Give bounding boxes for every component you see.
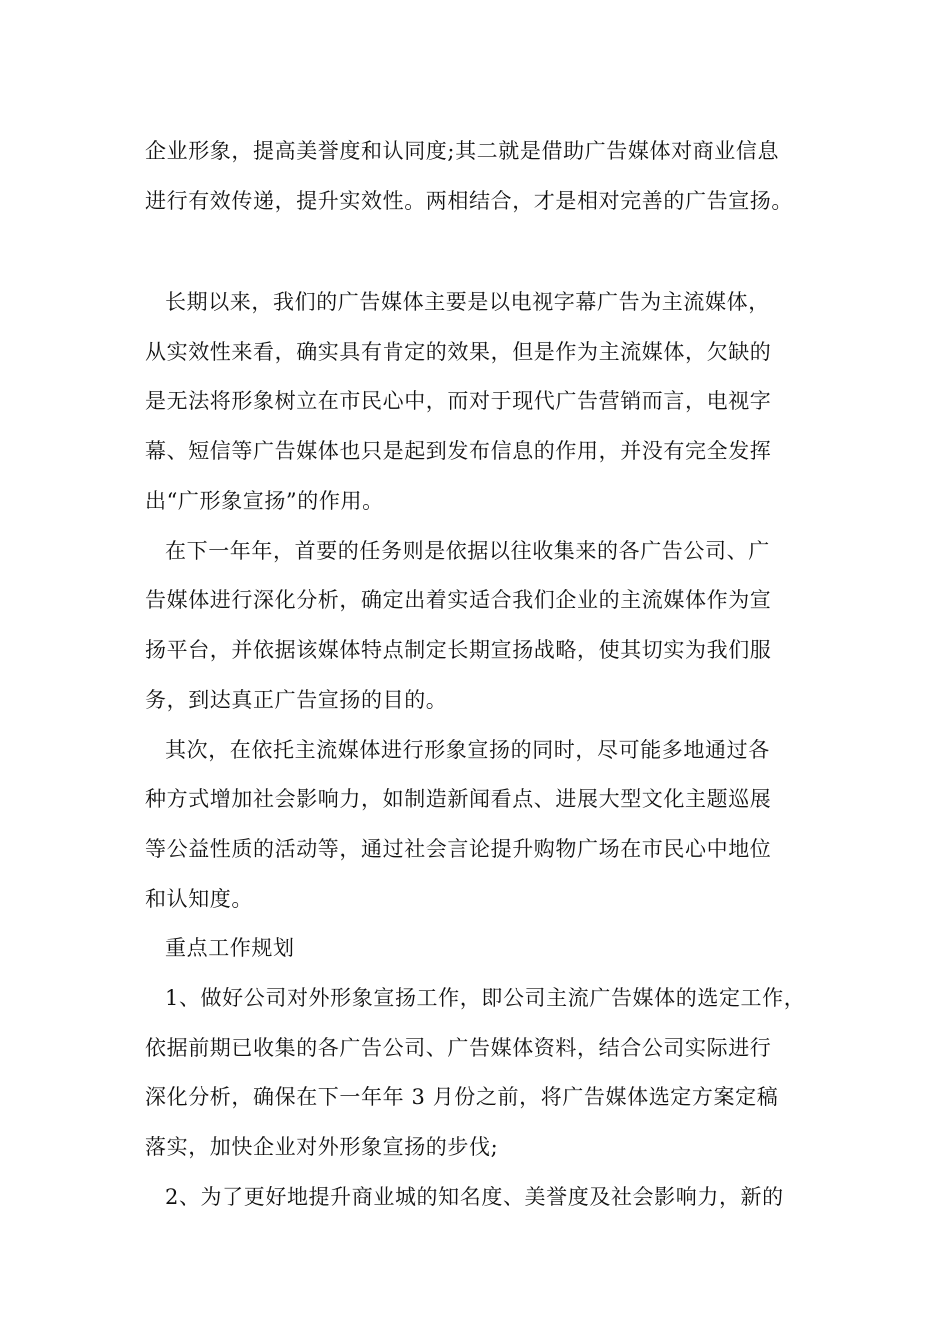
text-line: 是无法将形象树立在市民心中，而对于现代广告营销而言，电视字	[145, 389, 772, 413]
text-line: 种方式增加社会影响力，如制造新闻看点、进展大型文化主题巡展	[145, 787, 772, 811]
text-line: 深化分析，确保在下一年年 3 月份之前，将广告媒体选定方案定稿	[145, 1085, 779, 1109]
text-line: 其次，在依托主流媒体进行形象宣扬的同时，尽可能多地通过各	[165, 738, 770, 762]
text-line: 扬平台，并依据该媒体特点制定长期宣扬战略，使其切实为我们服	[145, 638, 772, 662]
text-line: 依据前期已收集的各广告公司、广告媒体资料，结合公司实际进行	[145, 1036, 772, 1060]
text-line: 和认知度。	[145, 887, 253, 911]
text-line: 等公益性质的活动等，通过社会言论提升购物广场在市民心中地位	[145, 837, 772, 861]
text-line: 进行有效传递，提升实效性。两相结合，才是相对完善的广告宣扬。	[145, 189, 793, 213]
text-line: 出“广形象宣扬”的作用。	[145, 489, 384, 513]
text-line: 告媒体进行深化分析，确定出着实适合我们企业的主流媒体作为宣	[145, 588, 772, 612]
text-line: 从实效性来看，确实具有肯定的效果，但是作为主流媒体，欠缺的	[145, 340, 772, 364]
text-line: 企业形象，提高美誉度和认同度;其二就是借助广告媒体对商业信息	[145, 139, 780, 163]
text-line: 落实，加快企业对外形象宣扬的步伐;	[145, 1135, 499, 1159]
text-line: 务，到达真正广告宣扬的目的。	[145, 688, 448, 712]
text-line: 长期以来，我们的广告媒体主要是以电视字幕广告为主流媒体，	[165, 290, 770, 314]
text-line: 2、为了更好地提升商业城的知名度、美誉度及社会影响力，新的	[165, 1185, 784, 1209]
text-line: 幕、短信等广告媒体也只是起到发布信息的作用，并没有完全发挥	[145, 439, 772, 463]
text-line: 1、做好公司对外形象宣扬工作，即公司主流广告媒体的选定工作，	[165, 986, 806, 1010]
text-line: 在下一年年，首要的任务则是依据以往收集来的各广告公司、广	[165, 539, 770, 563]
section-heading: 重点工作规划	[165, 936, 295, 960]
